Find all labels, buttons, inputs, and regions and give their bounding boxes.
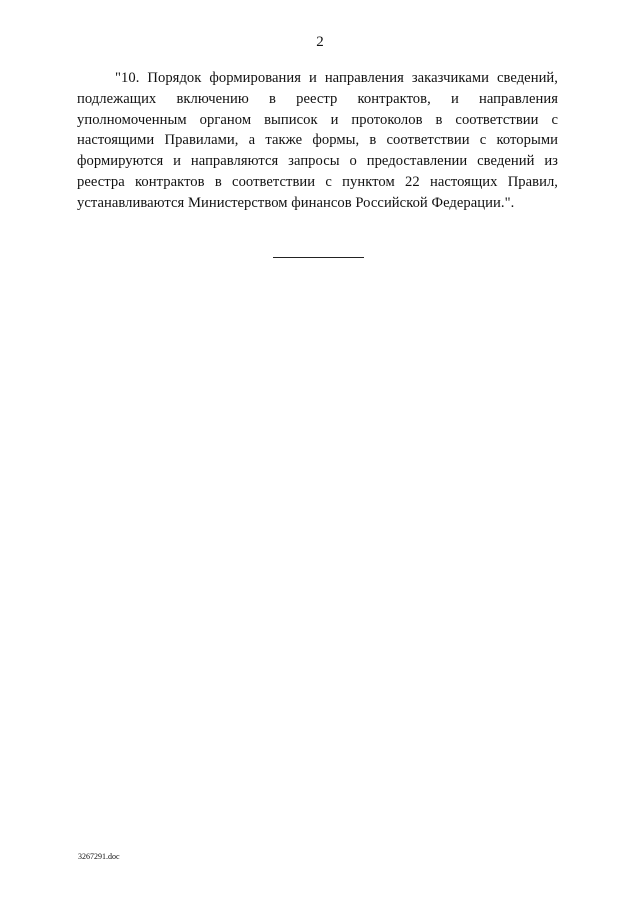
footer-doc-id: 3267291.doc <box>78 852 120 861</box>
separator-line <box>273 257 364 258</box>
page-number: 2 <box>316 34 324 50</box>
body-paragraph: "10. Порядок формирования и направления заказчиками сведений, подлежащих включению в реестр контрактов, и направления уполномоченным органом выписок и протоколов в соответствии с настоящими Правилами, а также формы, в соответствии с которыми формируются и направляются запросы о предоставлении сведений из реестра контрактов в соответствии с пунктом 22 настоящих Правил, устанавливаются Министерством финансов Российской Федерации.". <box>77 70 558 211</box>
